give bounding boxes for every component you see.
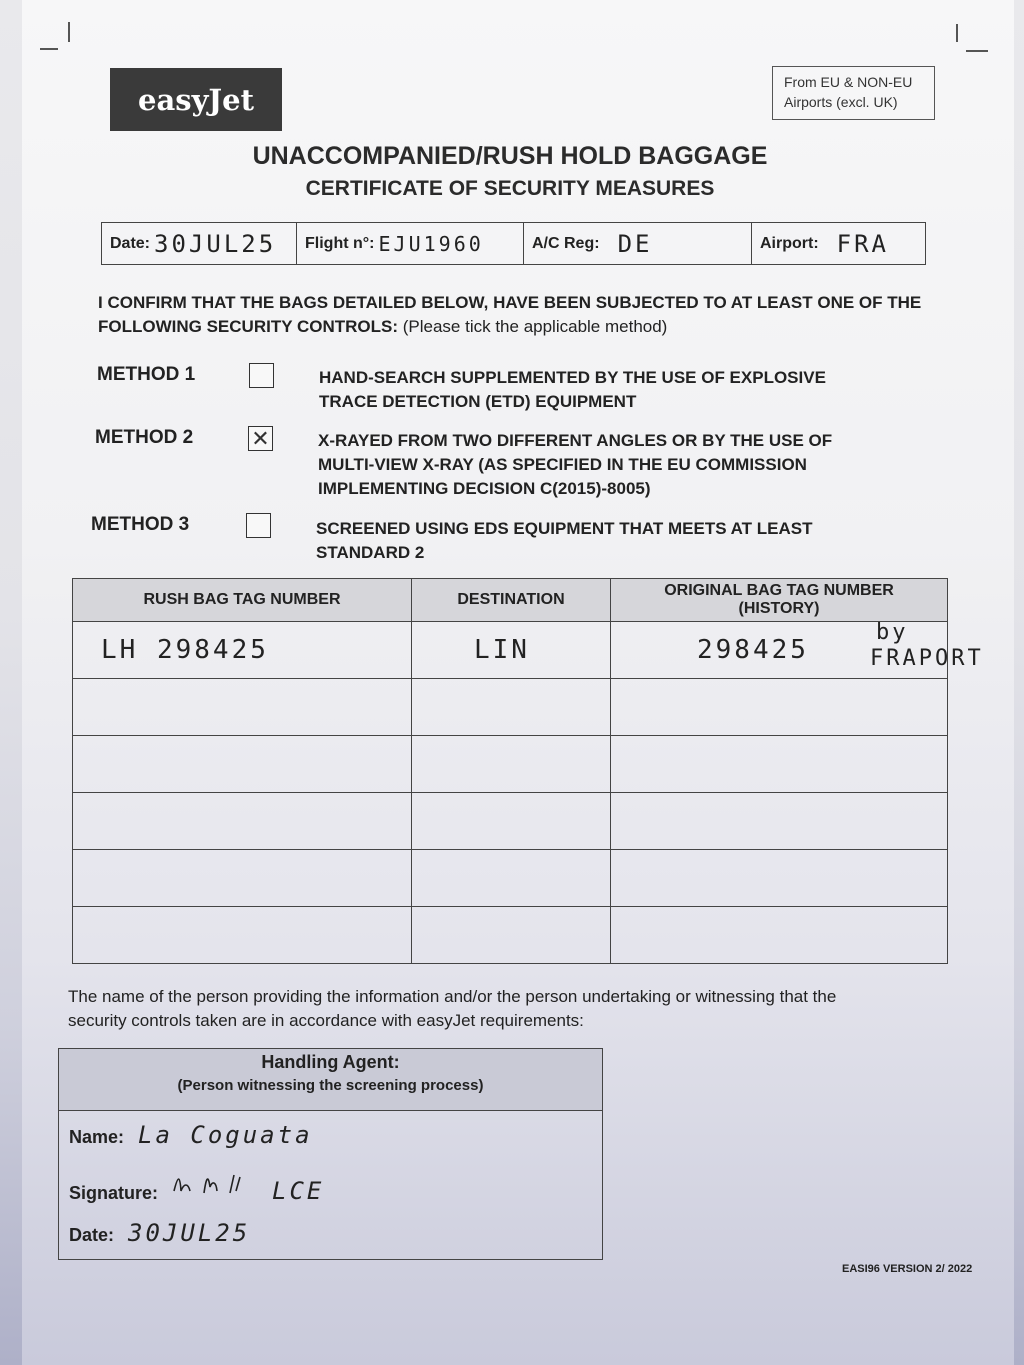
destination-header: DESTINATION	[412, 579, 611, 622]
airport-value[interactable]: FRA	[836, 229, 890, 258]
empty-cell[interactable]	[73, 850, 412, 907]
scope-box	[772, 66, 935, 120]
easyjet-logo: easyJet	[110, 68, 282, 131]
empty-cell[interactable]	[412, 907, 611, 964]
agent-initials: LCE	[272, 1177, 325, 1205]
agent-name-value[interactable]: La Coguata	[138, 1121, 313, 1149]
original-tag-header: ORIGINAL BAG TAG NUMBER (HISTORY)	[611, 579, 948, 622]
handling-agent-title: Handling Agent:	[261, 1052, 400, 1072]
handwritten-signature[interactable]	[170, 1169, 254, 1199]
agent-date-row	[69, 1219, 250, 1247]
table-row	[73, 850, 948, 907]
agent-signature-row	[69, 1169, 324, 1205]
agent-signature-label: Signature:	[69, 1183, 159, 1203]
table-row	[73, 679, 948, 736]
crop-mark	[40, 48, 58, 50]
handling-agent-subtitle: (Person witnessing the screening process)	[177, 1077, 484, 1094]
form-version: EASI96 VERSION 2/ 2022	[842, 1263, 973, 1275]
bag-table	[72, 578, 948, 964]
scope-line-2: Airports (excl. UK)	[784, 94, 898, 110]
flight-label: Flight n°:	[305, 234, 375, 252]
table-row	[73, 793, 948, 850]
confirmation-statement	[98, 291, 948, 339]
method-3-description: SCREENED USING EDS EQUIPMENT THAT MEETS AT LEAST STANDARD 2	[316, 519, 813, 562]
original-tag-cell[interactable]: 298425	[611, 622, 948, 679]
date-value[interactable]: 30JUL25	[154, 229, 277, 258]
method-1-checkbox[interactable]	[249, 363, 274, 388]
table-header-row	[73, 579, 948, 622]
destination-cell[interactable]: LIN	[412, 622, 611, 679]
handwritten-annotation: by FRAPORT	[870, 620, 984, 671]
reg-cell	[524, 223, 752, 264]
form-title: UNACCOMPANIED/RUSH HOLD BAGGAGE	[252, 142, 768, 170]
reg-value[interactable]: DE	[617, 229, 653, 258]
confirmation-text: I CONFIRM THAT THE BAGS DETAILED BELOW, HAVE BEEN SUBJECTED TO AT LEAST ONE OF THE FOLLOWING SECURITY CONTROLS:	[98, 293, 922, 336]
empty-cell[interactable]	[611, 793, 948, 850]
rush-tag-cell[interactable]: LH 298425	[73, 622, 412, 679]
flight-value[interactable]: EJU1960	[378, 231, 484, 256]
airport-label: Airport:	[760, 234, 819, 252]
agent-name-row	[69, 1121, 313, 1149]
flight-cell	[297, 223, 524, 264]
reg-label: A/C Reg:	[532, 234, 600, 252]
method-1-label: METHOD 1	[97, 364, 196, 385]
empty-cell[interactable]	[412, 736, 611, 793]
table-row	[73, 736, 948, 793]
confirmation-note: (Please tick the applicable method)	[402, 317, 668, 336]
agent-name-label: Name:	[69, 1127, 125, 1147]
rush-tag-header: RUSH BAG TAG NUMBER	[73, 579, 412, 622]
empty-cell[interactable]	[412, 679, 611, 736]
empty-cell[interactable]	[412, 793, 611, 850]
method-2-checkbox[interactable]: ✕	[248, 426, 273, 451]
empty-cell[interactable]	[611, 850, 948, 907]
crop-mark	[956, 24, 958, 42]
handling-agent-header	[59, 1049, 602, 1111]
scope-line-1: From EU & NON-EU	[784, 74, 913, 90]
empty-cell[interactable]	[73, 679, 412, 736]
method-3-label: METHOD 3	[91, 514, 190, 535]
witness-statement: The name of the person providing the information and/or the person undertaking or witnessing that the security controls taken are in accordance with easyJet requirements:	[68, 987, 837, 1030]
empty-cell[interactable]	[611, 679, 948, 736]
empty-cell[interactable]	[73, 793, 412, 850]
handling-agent-box	[58, 1048, 603, 1260]
date-cell	[102, 223, 297, 264]
date-label: Date:	[110, 234, 151, 252]
table-row	[73, 907, 948, 964]
empty-cell[interactable]	[73, 736, 412, 793]
empty-cell[interactable]	[611, 736, 948, 793]
empty-cell[interactable]	[611, 907, 948, 964]
empty-cell[interactable]	[73, 907, 412, 964]
method-1-description: HAND-SEARCH SUPPLEMENTED BY THE USE OF EXPLOSIVE TRACE DETECTION (ETD) EQUIPMENT	[319, 368, 826, 411]
crop-mark	[966, 50, 988, 52]
airport-cell	[752, 223, 925, 264]
method-3-checkbox[interactable]	[246, 513, 271, 538]
empty-cell[interactable]	[412, 850, 611, 907]
crop-mark	[68, 22, 70, 42]
method-2-label: METHOD 2	[95, 427, 194, 448]
flight-details-box	[101, 222, 926, 265]
agent-date-value[interactable]: 30JUL25	[128, 1219, 251, 1247]
table-row	[73, 622, 948, 679]
form-subtitle: CERTIFICATE OF SECURITY MEASURES	[305, 177, 715, 200]
method-2-description: X-RAYED FROM TWO DIFFERENT ANGLES OR BY THE USE OF MULTI-VIEW X-RAY (AS SPECIFIED IN THE EU COMMISSION IMPLEMENTING DECISION C(2015)-8005)	[318, 431, 833, 498]
agent-date-label: Date:	[69, 1225, 115, 1245]
